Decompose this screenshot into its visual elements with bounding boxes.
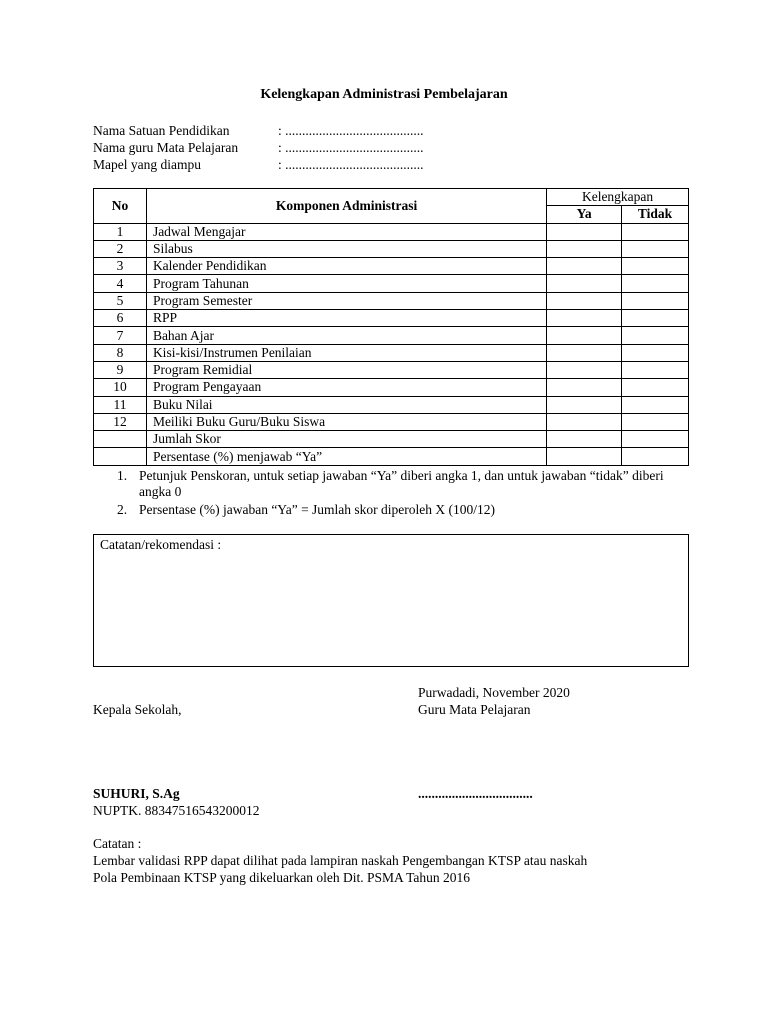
row-yes-cell <box>547 379 622 396</box>
row-number: 7 <box>94 327 147 344</box>
header-component: Komponen Administrasi <box>146 189 546 224</box>
table-row <box>94 275 689 292</box>
row-number: 10 <box>94 379 147 396</box>
note-item <box>117 468 677 500</box>
row-yes-cell <box>547 431 622 448</box>
row-yes-cell <box>547 258 622 275</box>
row-component: Buku Nilai <box>146 396 546 413</box>
row-no-cell <box>622 448 689 465</box>
identity-row-school <box>93 122 424 139</box>
row-yes-cell <box>547 448 622 465</box>
table-row <box>94 258 689 275</box>
identity-label: Nama guru Mata Pelajaran <box>93 140 239 155</box>
row-yes-cell <box>547 292 622 309</box>
row-no-cell <box>622 240 689 257</box>
note-text: Persentase (%) jawaban “Ya” = Jumlah skor diperoleh X (100/12) <box>139 502 496 517</box>
row-number: 1 <box>94 223 147 240</box>
row-number: 3 <box>94 258 147 275</box>
row-component: Program Remidial <box>146 361 546 378</box>
identity-value: : ......................................... <box>278 123 424 138</box>
row-component: RPP <box>146 310 546 327</box>
identity-label: Mapel yang diampu <box>93 157 201 172</box>
row-yes-cell <box>547 413 622 430</box>
header-no: No <box>94 189 147 224</box>
row-no-cell <box>622 258 689 275</box>
row-no-cell <box>622 327 689 344</box>
note-number: 1. <box>117 468 128 483</box>
row-no-cell <box>622 361 689 378</box>
row-yes-cell <box>547 310 622 327</box>
principal-nuptk: NUPTK. 88347516543200012 <box>93 803 260 818</box>
recommendation-box <box>93 534 689 667</box>
row-component: Program Tahunan <box>146 275 546 292</box>
row-yes-cell <box>547 344 622 361</box>
note-item <box>117 502 677 518</box>
identity-row-teacher <box>93 139 424 156</box>
row-number <box>94 431 147 448</box>
row-component: Persentase (%) menjawab “Ya” <box>146 448 546 465</box>
row-number: 6 <box>94 310 147 327</box>
table-body <box>94 223 689 465</box>
row-number: 4 <box>94 275 147 292</box>
table-row <box>94 310 689 327</box>
row-yes-cell <box>547 361 622 378</box>
scoring-notes <box>117 468 677 520</box>
table-row <box>94 396 689 413</box>
table-row <box>94 361 689 378</box>
row-yes-cell <box>547 275 622 292</box>
row-yes-cell <box>547 327 622 344</box>
row-no-cell <box>622 344 689 361</box>
table-row <box>94 413 689 430</box>
table-row <box>94 448 689 465</box>
row-number: 2 <box>94 240 147 257</box>
row-number: 5 <box>94 292 147 309</box>
administration-table <box>93 188 689 466</box>
row-no-cell <box>622 223 689 240</box>
teacher-title: Guru Mata Pelajaran <box>418 702 531 717</box>
principal-title: Kepala Sekolah, <box>93 702 182 717</box>
row-no-cell <box>622 431 689 448</box>
row-no-cell <box>622 310 689 327</box>
row-component: Silabus <box>146 240 546 257</box>
table-row <box>94 240 689 257</box>
row-component: Jadwal Mengajar <box>146 223 546 240</box>
row-yes-cell <box>547 396 622 413</box>
footer-text-line1: Lembar validasi RPP dapat dilihat pada lampiran naskah Pengembangan KTSP atau naskah <box>93 853 588 868</box>
row-no-cell <box>622 413 689 430</box>
table-row <box>94 223 689 240</box>
place-date: Purwadadi, November 2020 <box>418 685 570 700</box>
table-row <box>94 379 689 396</box>
note-number: 2. <box>117 502 128 517</box>
row-no-cell <box>622 379 689 396</box>
header-no-answer: Tidak <box>622 206 689 223</box>
table-row <box>94 292 689 309</box>
table-row <box>94 344 689 361</box>
row-number <box>94 448 147 465</box>
row-component: Bahan Ajar <box>146 327 546 344</box>
row-component: Program Pengayaan <box>146 379 546 396</box>
table-row <box>94 327 689 344</box>
row-component: Kalender Pendidikan <box>146 258 546 275</box>
row-number: 11 <box>94 396 147 413</box>
principal-name: SUHURI, S.Ag <box>93 786 180 801</box>
row-component: Program Semester <box>146 292 546 309</box>
recommendation-label: Catatan/rekomendasi : <box>100 537 222 552</box>
row-component: Meiliki Buku Guru/Buku Siswa <box>146 413 546 430</box>
table-row <box>94 431 689 448</box>
row-component: Kisi-kisi/Instrumen Penilaian <box>146 344 546 361</box>
teacher-signature-line: .................................. <box>418 786 533 801</box>
note-text: Petunjuk Penskoran, untuk setiap jawaban “Ya” diberi angka 1, dan untuk jawaban “tidak” diberi angka 0 <box>139 468 664 499</box>
row-number: 9 <box>94 361 147 378</box>
row-yes-cell <box>547 240 622 257</box>
row-no-cell <box>622 275 689 292</box>
identity-value: : ......................................... <box>278 140 424 155</box>
footer-text-line2: Pola Pembinaan KTSP yang dikeluarkan oleh Dit. PSMA Tahun 2016 <box>93 870 471 885</box>
header-completeness: Kelengkapan <box>547 189 689 206</box>
footer-label: Catatan : <box>93 836 142 851</box>
row-component: Jumlah Skor <box>146 431 546 448</box>
row-number: 8 <box>94 344 147 361</box>
identity-label: Nama Satuan Pendidikan <box>93 123 230 138</box>
header-yes: Ya <box>547 206 622 223</box>
row-yes-cell <box>547 223 622 240</box>
row-no-cell <box>622 396 689 413</box>
identity-row-subject <box>93 156 424 173</box>
identity-value: : ......................................... <box>278 157 424 172</box>
row-number: 12 <box>94 413 147 430</box>
document-title: Kelengkapan Administrasi Pembelajaran <box>260 87 508 102</box>
row-no-cell <box>622 292 689 309</box>
